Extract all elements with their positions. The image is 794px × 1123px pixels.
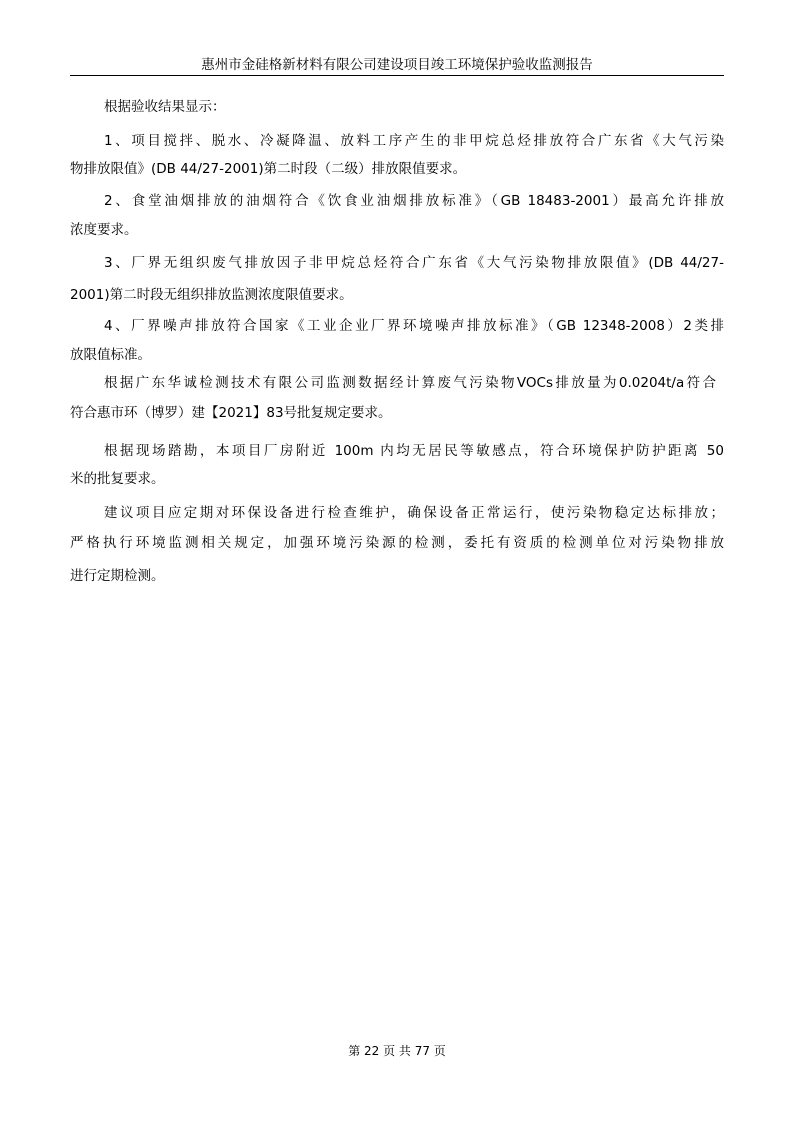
item1-line2: 物排放限值》(DB 44/27-2001)第二时段（二级）排放限值要求。 xyxy=(70,161,467,177)
advice-line1: 建议项目应定期对环保设备进行检查维护，确保设备正常运行，使污染物稳定达标排放； xyxy=(104,505,724,521)
item2-line1: 2、食堂油烟排放的油烟符合《饮食业油烟排放标准》（GB 18483-2001）最高允许排放 xyxy=(104,193,724,209)
item1-line1: 1、项目搅拌、脱水、冷凝降温、放料工序产生的非甲烷总烃排放符合广东省《大气污染 xyxy=(104,133,724,149)
item2-line2: 浓度要求。 xyxy=(70,222,138,238)
intro-line: 根据验收结果显示： xyxy=(104,99,226,115)
item4-line2: 放限值标准。 xyxy=(70,347,151,363)
vocs-line1: 根据广东华诚检测技术有限公司监测数据经计算废气污染物VOCs排放量为0.0204t/a符合 xyxy=(104,375,716,391)
distance-line1: 根据现场踏勘，本项目厂房附近 100m 内均无居民等敏感点，符合环境保护防护距离 50 xyxy=(104,443,724,459)
advice-line2: 严格执行环境监测相关规定，加强环境污染源的检测，委托有资质的检测单位对污染物排放 xyxy=(70,535,724,551)
page-number: 第 22 页 共 77 页 xyxy=(348,1044,446,1058)
item3-line1: 3、厂界无组织废气排放因子非甲烷总烃符合广东省《大气污染物排放限值》(DB 44/27- xyxy=(104,255,724,271)
header-divider xyxy=(70,75,724,76)
report-header-title: 惠州市金硅格新材料有限公司建设项目竣工环境保护验收监测报告 xyxy=(201,57,593,73)
item3-line2: 2001)第二时段无组织排放监测浓度限值要求。 xyxy=(70,287,353,303)
distance-line2: 米的批复要求。 xyxy=(70,471,165,487)
item4-line1: 4、厂界噪声排放符合国家《工业企业厂界环境噪声排放标准》（GB 12348-2008）2类排 xyxy=(104,318,724,334)
advice-line3: 进行定期检测。 xyxy=(70,568,165,584)
vocs-line2: 符合惠市环（博罗）建【2021】83号批复规定要求。 xyxy=(70,405,392,421)
